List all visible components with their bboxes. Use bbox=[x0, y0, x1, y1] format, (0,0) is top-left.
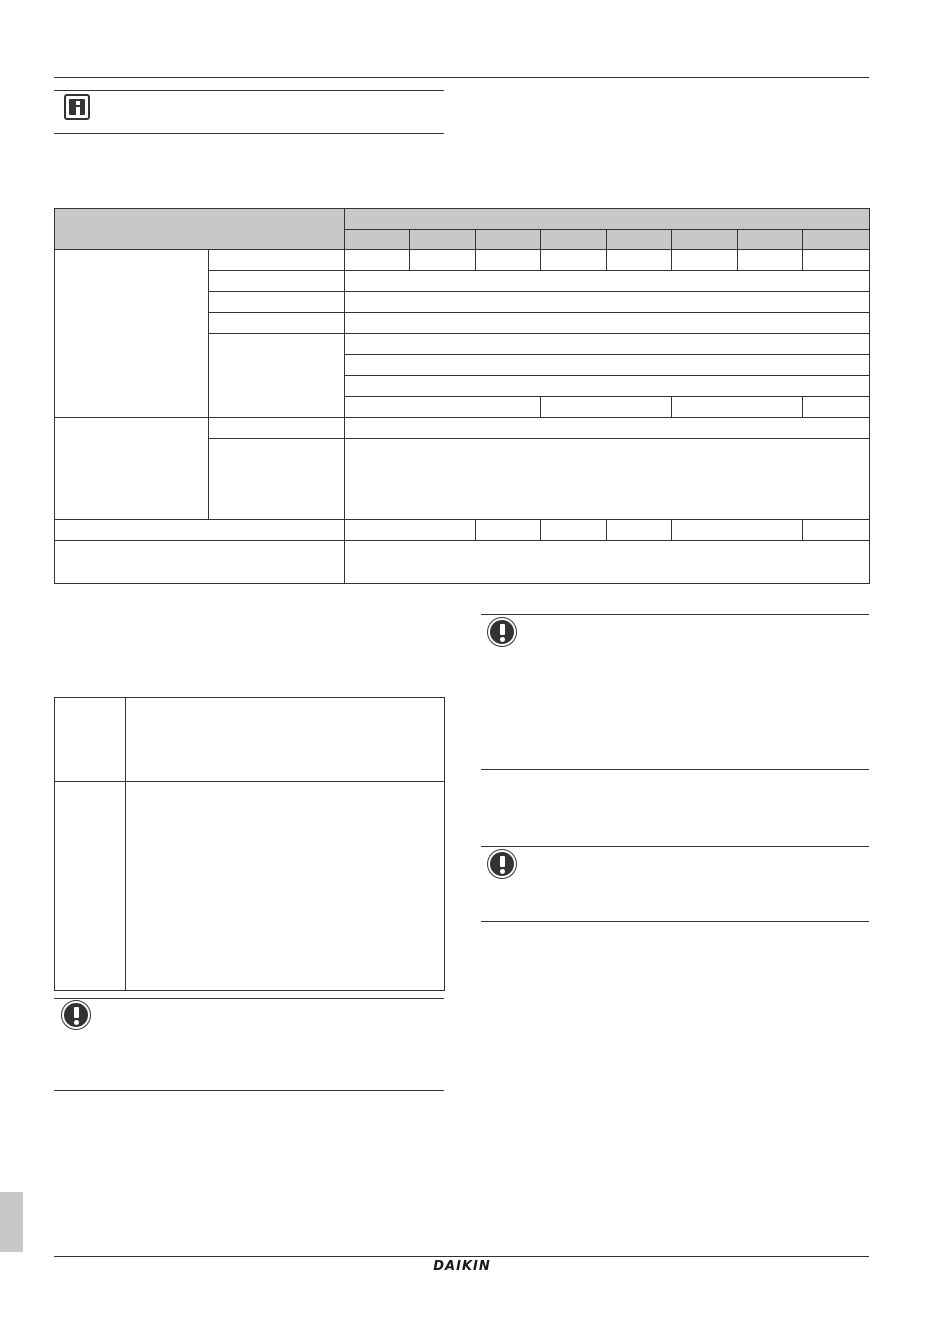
table-cell bbox=[672, 520, 803, 541]
table-header-cell bbox=[345, 230, 410, 250]
table-cell bbox=[126, 782, 445, 991]
table-cell bbox=[209, 334, 345, 418]
table-header-row bbox=[55, 209, 870, 230]
exclamation-icon bbox=[62, 1001, 90, 1029]
footer-rule bbox=[54, 1256, 869, 1257]
table-header-cell bbox=[803, 230, 870, 250]
table-cell bbox=[345, 418, 870, 439]
table-cell bbox=[209, 418, 345, 439]
table-cell bbox=[55, 250, 209, 418]
table-header-cell bbox=[410, 230, 476, 250]
table-row bbox=[55, 250, 870, 271]
notice-top-rule bbox=[481, 846, 869, 847]
table-header-cell bbox=[738, 230, 803, 250]
notice-bottom-rule bbox=[54, 1090, 444, 1091]
notice-top-rule bbox=[54, 998, 444, 999]
definition-table bbox=[54, 697, 445, 991]
chapter-side-tab bbox=[0, 1192, 23, 1252]
table-cell bbox=[345, 520, 476, 541]
table-cell bbox=[209, 292, 345, 313]
table-cell bbox=[541, 250, 607, 271]
table-cell bbox=[209, 250, 345, 271]
table-cell bbox=[476, 520, 541, 541]
table-cell bbox=[55, 520, 345, 541]
table-cell bbox=[345, 355, 870, 376]
info-note-top-rule bbox=[54, 90, 444, 91]
table-header-cell bbox=[607, 230, 672, 250]
table-cell bbox=[738, 250, 803, 271]
exclamation-icon bbox=[488, 850, 516, 878]
table-row bbox=[55, 418, 870, 439]
notice-top-rule bbox=[481, 614, 869, 615]
table-cell bbox=[345, 397, 541, 418]
notice-bottom-rule bbox=[481, 921, 869, 922]
table-cell bbox=[607, 250, 672, 271]
info-note-bottom-rule bbox=[54, 133, 444, 134]
table-cell bbox=[209, 313, 345, 334]
table-row bbox=[55, 520, 870, 541]
table-cell bbox=[126, 698, 445, 782]
table-cell bbox=[803, 520, 870, 541]
table-cell bbox=[476, 250, 541, 271]
table-cell bbox=[672, 250, 738, 271]
table-cell bbox=[803, 397, 870, 418]
table-cell bbox=[345, 271, 870, 292]
table-cell bbox=[607, 520, 672, 541]
table-header-cell bbox=[672, 230, 738, 250]
table-cell bbox=[345, 292, 870, 313]
table-cell bbox=[541, 397, 672, 418]
table-header-cell bbox=[55, 209, 345, 250]
table-cell bbox=[345, 439, 870, 520]
table-cell bbox=[55, 418, 209, 520]
table-cell bbox=[345, 334, 870, 355]
info-icon bbox=[64, 94, 90, 120]
table-cell bbox=[55, 541, 345, 584]
table-cell bbox=[345, 541, 870, 584]
table-cell bbox=[345, 376, 870, 397]
table-cell bbox=[55, 782, 126, 991]
table-cell bbox=[209, 271, 345, 292]
spec-table bbox=[54, 208, 870, 584]
table-cell bbox=[55, 698, 126, 782]
table-header-cell bbox=[345, 209, 870, 230]
notice-bottom-rule bbox=[481, 769, 869, 770]
brand-logo: DAIKIN bbox=[433, 1259, 491, 1274]
table-cell bbox=[803, 250, 870, 271]
table-row bbox=[55, 698, 445, 782]
table-row bbox=[55, 782, 445, 991]
table-cell bbox=[672, 397, 803, 418]
exclamation-icon bbox=[488, 618, 516, 646]
table-cell bbox=[541, 520, 607, 541]
table-cell bbox=[209, 439, 345, 520]
table-cell bbox=[345, 313, 870, 334]
table-row bbox=[55, 541, 870, 584]
table-cell bbox=[345, 250, 410, 271]
table-header-cell bbox=[476, 230, 541, 250]
table-header-cell bbox=[541, 230, 607, 250]
header-rule bbox=[54, 77, 869, 78]
table-cell bbox=[410, 250, 476, 271]
